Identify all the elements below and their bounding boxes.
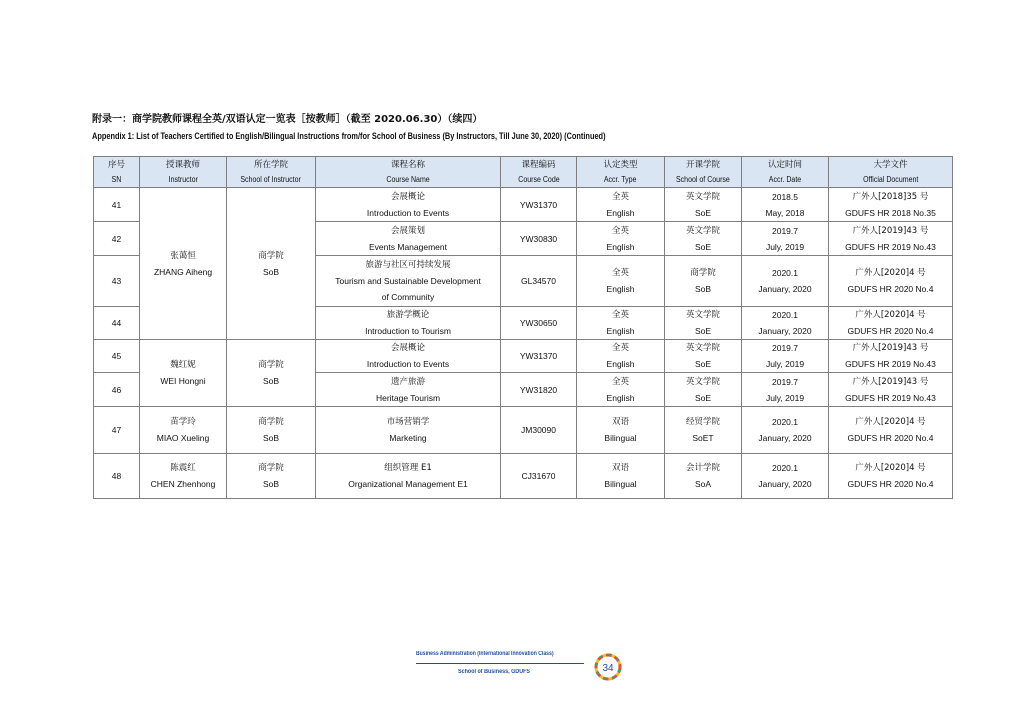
course-code-cell: YW31820: [501, 373, 577, 407]
course-name-cell: 市场营销学 Marketing: [316, 407, 501, 454]
table-header-row: [94, 157, 953, 188]
accr-date-cell: 2020.1 January, 2020: [742, 256, 829, 307]
accr-type-cell: 全英 English: [577, 307, 665, 340]
course-code-cell: YW30830: [501, 222, 577, 256]
footer-program-name: Business Administration (International Innovation Class): [416, 651, 554, 657]
page-title-en: Appendix 1: List of Teachers Certified to English/Bilingual Instructions from/for School of Business (By Instructors, Till June 30, 2020) (Continued): [92, 131, 606, 141]
instructor-cell: 苗学玲 MIAO Xueling: [140, 407, 227, 454]
course-name-cell: 组织管理 E1 Organizational Management E1: [316, 454, 501, 499]
footer-divider: [416, 663, 584, 664]
instructor-cell: 张蔼恒 ZHANG Aiheng: [140, 188, 227, 340]
instructor-cell: 陈震红 CHEN Zhenhong: [140, 454, 227, 499]
official-document-cell: 广外人[2020]4 号 GDUFS HR 2020 No.4: [829, 407, 953, 454]
course-name-cell: 会展概论 Introduction to Events: [316, 188, 501, 222]
course-code-cell: YW30650: [501, 307, 577, 340]
table-row: [94, 188, 953, 222]
course-name-cell: 旅游与社区可持续发展 Tourism and Sustainable Development of Community: [316, 256, 501, 307]
col-header-accr-date: 认定时间 Accr. Date: [742, 157, 829, 188]
course-name-cell: 会展概论 Introduction to Events: [316, 340, 501, 373]
sn-cell: 46: [94, 373, 140, 407]
col-header-accr-type: 认定类型 Accr. Type: [577, 157, 665, 188]
school-of-course-cell: 商学院 SoB: [665, 256, 742, 307]
school-of-instructor-cell: 商学院 SoB: [227, 454, 316, 499]
certification-table: [93, 156, 953, 499]
table-row: [94, 454, 953, 499]
accr-type-cell: 全英 English: [577, 188, 665, 222]
footer-logo: [416, 651, 626, 683]
accr-type-cell: 全英 English: [577, 373, 665, 407]
course-code-cell: YW31370: [501, 340, 577, 373]
accr-date-cell: 2019.7 July, 2019: [742, 222, 829, 256]
table-row: [94, 340, 953, 373]
official-document-cell: 广外人[2019]43 号 GDUFS HR 2019 No.43: [829, 373, 953, 407]
official-document-cell: 广外人[2019]43 号 GDUFS HR 2019 No.43: [829, 340, 953, 373]
school-of-course-cell: 英文学院 SoE: [665, 188, 742, 222]
page-number-badge-icon: [594, 653, 622, 681]
official-document-cell: 广外人[2019]43 号 GDUFS HR 2019 No.43: [829, 222, 953, 256]
course-name-cell: 会展策划 Events Management: [316, 222, 501, 256]
col-header-official-document: 大学文件 Official Document: [829, 157, 953, 188]
school-of-instructor-cell: 商学院 SoB: [227, 407, 316, 454]
course-code-cell: JM30090: [501, 407, 577, 454]
official-document-cell: 广外人[2020]4 号 GDUFS HR 2020 No.4: [829, 307, 953, 340]
accr-date-cell: 2020.1 January, 2020: [742, 407, 829, 454]
sn-cell: 45: [94, 340, 140, 373]
school-of-instructor-cell: 商学院 SoB: [227, 340, 316, 407]
official-document-cell: 广外人[2020]4 号 GDUFS HR 2020 No.4: [829, 454, 953, 499]
course-code-cell: GL34570: [501, 256, 577, 307]
school-of-course-cell: 英文学院 SoE: [665, 307, 742, 340]
accr-date-cell: 2020.1 January, 2020: [742, 454, 829, 499]
col-header-course-name: 课程名称 Course Name: [316, 157, 501, 188]
course-name-cell: 旅游学概论 Introduction to Tourism: [316, 307, 501, 340]
course-code-cell: CJ31670: [501, 454, 577, 499]
school-of-course-cell: 会计学院 SoA: [665, 454, 742, 499]
sn-cell: 48: [94, 454, 140, 499]
school-of-course-cell: 英文学院 SoE: [665, 222, 742, 256]
school-of-course-cell: 经贸学院 SoET: [665, 407, 742, 454]
col-header-school-of-instructor: 所在学院 School of Instructor: [227, 157, 316, 188]
footer-school-name: School of Business, GDUFS: [458, 669, 531, 675]
sn-cell: 47: [94, 407, 140, 454]
accr-type-cell: 双语 Bilingual: [577, 454, 665, 499]
sn-cell: 42: [94, 222, 140, 256]
accr-date-cell: 2018.5 May, 2018: [742, 188, 829, 222]
col-header-school-of-course: 开课学院 School of Course: [665, 157, 742, 188]
accr-type-cell: 全英 English: [577, 222, 665, 256]
accr-date-cell: 2019.7 July, 2019: [742, 340, 829, 373]
col-header-instructor: 授课教师 Instructor: [140, 157, 227, 188]
col-header-sn: 序号 SN: [94, 157, 140, 188]
school-of-instructor-cell: 商学院 SoB: [227, 188, 316, 340]
accr-type-cell: 双语 Bilingual: [577, 407, 665, 454]
school-of-course-cell: 英文学院 SoE: [665, 373, 742, 407]
instructor-cell: 魏红妮 WEI Hongni: [140, 340, 227, 407]
school-of-course-cell: 英文学院 SoE: [665, 340, 742, 373]
official-document-cell: 广外人[2020]4 号 GDUFS HR 2020 No.4: [829, 256, 953, 307]
course-code-cell: YW31370: [501, 188, 577, 222]
course-name-cell: 遗产旅游 Heritage Tourism: [316, 373, 501, 407]
table-row: [94, 407, 953, 454]
accr-type-cell: 全英 English: [577, 256, 665, 307]
sn-cell: 41: [94, 188, 140, 222]
sn-cell: 44: [94, 307, 140, 340]
official-document-cell: 广外人[2018]35 号 GDUFS HR 2018 No.35: [829, 188, 953, 222]
page-number: 34: [602, 663, 614, 674]
col-header-course-code: 课程编码 Course Code: [501, 157, 577, 188]
accr-date-cell: 2020.1 January, 2020: [742, 307, 829, 340]
accr-type-cell: 全英 English: [577, 340, 665, 373]
sn-cell: 43: [94, 256, 140, 307]
accr-date-cell: 2019.7 July, 2019: [742, 373, 829, 407]
page-title-cn: 附录一：商学院教师课程全英/双语认定一览表［按教师］（截至 2020.06.30）（续四）: [92, 114, 483, 125]
